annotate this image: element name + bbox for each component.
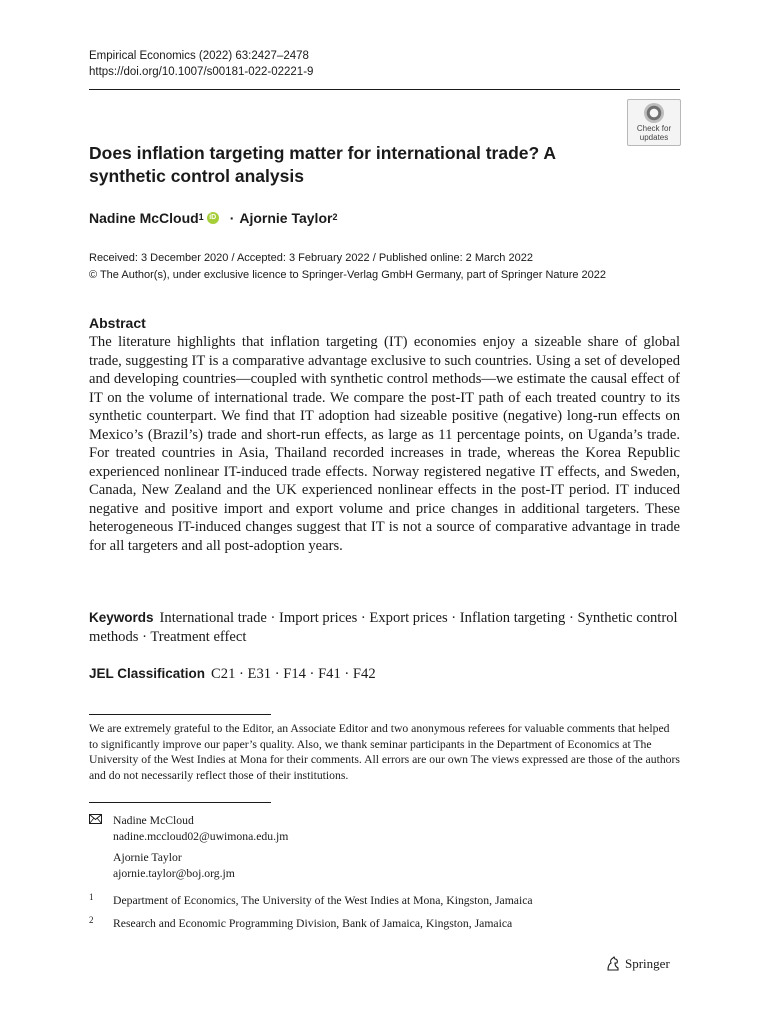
abstract-text: The literature highlights that inflation targeting (IT) economies enjoy a sizeable share of global trade, suggesting IT is a comparative advantage exclusive to such countries. Using a set of developed and developing countries—coupled with synthetic control methods—we estimate the causal effect of IT on the volume of international trade. We compare the post-IT path of each treated country to its synthetic counterpart. We find that IT adoption had sizeable positive (negative) long-run effects on Mexico’s (Brazil’s) trade and short-run effects, as large as 11 percentage points, on Uganda’s trade. For treated countries in Asia, Thailand recorded increases in trade, whereas the Korea Republic experienced nonlinear IT-induced trade effects. Norway registered negative IT effects, and Sweden, Canada, New Zealand and the UK experienced nonlinear effects in the post-IT period. IT induced negative and positive import and export volume and price changes in additional targeters. These heterogeneous IT-induced changes suggest that IT is not a source of comparative advantage in trade for all targeters and all post-adoption years.: [89, 334, 681, 554]
author-name[interactable]: Nadine McCloud: [89, 210, 199, 226]
author-list: [89, 210, 337, 226]
badge-line1: Check for: [636, 124, 672, 133]
author-name[interactable]: Ajornie Taylor: [239, 210, 333, 226]
contact-name: Ajornie Taylor: [113, 851, 182, 864]
header-rule: [89, 89, 680, 90]
check-for-updates-badge[interactable]: [627, 99, 681, 146]
keywords: [89, 608, 680, 647]
jel-label: JEL Classification: [89, 666, 206, 681]
keywords-text: International trade · Import prices · Export prices · Inflation targeting · Synthetic control methods · Treatment effect: [89, 610, 678, 645]
publication-dates: [89, 250, 606, 284]
jel-classification: [89, 664, 376, 684]
affiliation: [89, 916, 512, 931]
contact-rule: [89, 802, 271, 803]
publisher-logo: [605, 956, 670, 972]
contact-email[interactable]: ajornie.taylor@boj.org.jm: [113, 866, 235, 880]
acknowledgement-footnote: We are extremely grateful to the Editor, an Associate Editor and two anonymous referees for valuable comments that helped to significantly improve our paper’s quality. Also, we thank seminar participants in the Department of Economics at The University of the West Indies at Mona for their comments. All errors are our own The views expressed are those of the authors and do not necessarily reflect those of their institutions.: [89, 722, 680, 782]
abstract-heading: Abstract: [89, 315, 146, 331]
keywords-label: Keywords: [89, 610, 154, 625]
author-affiliation-marker: 2: [332, 212, 338, 222]
copyright-line: © The Author(s), under exclusive licence to Springer-Verlag GmbH Germany, part of Springer Nature 2022: [89, 269, 606, 281]
paper-title: Does inflation targeting matter for international trade? A synthetic control analysis: [89, 143, 556, 186]
author-affiliation-marker: 1: [198, 212, 204, 222]
author-separator: ·: [229, 210, 235, 226]
orcid-icon[interactable]: iD: [207, 212, 219, 224]
publisher-name: Springer: [625, 956, 670, 971]
contact-name: Nadine McCloud: [113, 814, 194, 827]
affiliation-number: 2: [89, 915, 94, 925]
affiliation-number: 1: [89, 892, 94, 902]
footnote-rule: [89, 714, 271, 715]
affiliation-text: Department of Economics, The University of the West Indies at Mona, Kingston, Jamaica: [113, 894, 533, 907]
affiliation: [89, 893, 533, 908]
check-for-updates-icon: [644, 103, 664, 123]
journal-citation: [89, 48, 313, 80]
contact-email[interactable]: nadine.mccloud02@uwimona.edu.jm: [113, 829, 289, 843]
springer-horse-icon: [605, 956, 621, 972]
journal-line: Empirical Economics (2022) 63:2427–2478: [89, 50, 309, 62]
dates-line: Received: 3 December 2020 / Accepted: 3 February 2022 / Published online: 2 March 2022: [89, 252, 533, 264]
envelope-icon: [89, 813, 103, 829]
badge-line2: updates: [639, 132, 669, 142]
contact-block: [89, 813, 288, 881]
doi-link[interactable]: https://doi.org/10.1007/s00181-022-02221-9: [89, 66, 314, 78]
jel-codes: C21 · E31 · F14 · F41 · F42: [211, 666, 376, 682]
affiliation-text: Research and Economic Programming Division, Bank of Jamaica, Kingston, Jamaica: [113, 917, 513, 930]
